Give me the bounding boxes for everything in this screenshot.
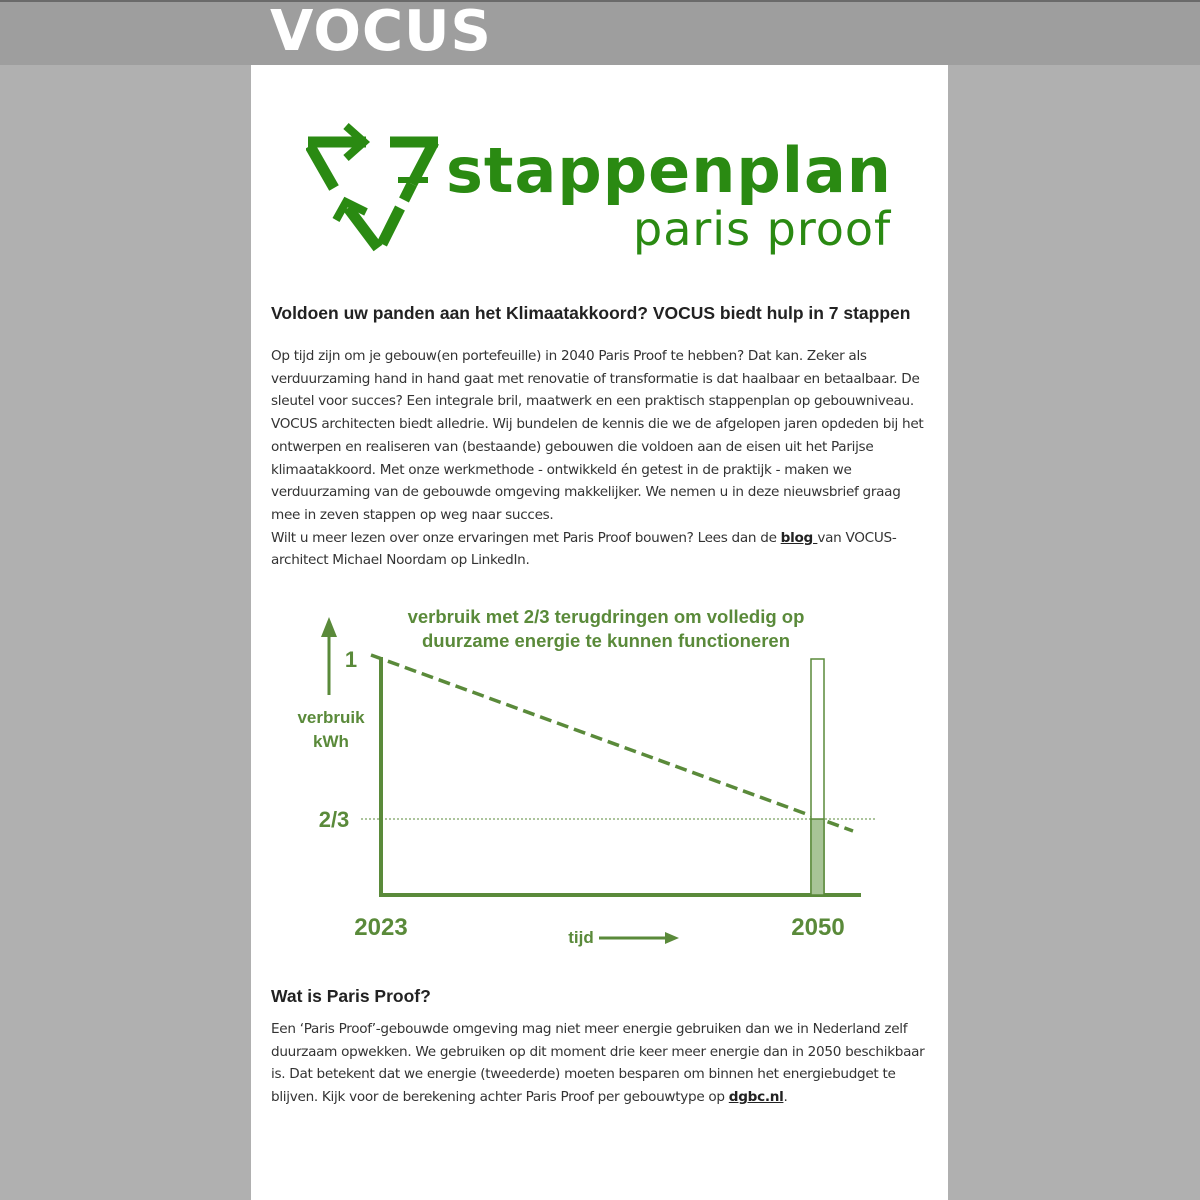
- section2-paragraph: [271, 1018, 931, 1109]
- y-axis-arrowhead: [321, 617, 337, 637]
- y-label-verbruik: verbruik: [297, 708, 365, 727]
- x-label-2050: 2050: [791, 914, 845, 941]
- graph-title-line1: verbruik met 2/3 terugdringen om volledig op: [407, 606, 805, 627]
- top-bar: [0, 0, 1200, 65]
- blog-text-before: Wilt u meer lezen over onze ervaringen met Paris Proof bouwen? Lees dan de: [271, 529, 781, 546]
- time-arrowhead: [665, 932, 679, 944]
- section2-end: .: [783, 1089, 788, 1106]
- trend-line: [371, 655, 853, 831]
- y-label-kwh: kWh: [313, 732, 349, 751]
- stappenplan-logo: [306, 120, 896, 260]
- graph-title-line2: duurzame energie te kunnen functioneren: [421, 630, 791, 651]
- brand-logo[interactable]: VOCUS: [270, 0, 492, 64]
- section2-text: Een ‘Paris Proof’-gebouwde omgeving mag niet meer energie gebruiken dan we in Nederland zelf duurzaam opwekken. We gebruiken op dit moment drie keer meer energie dan in 2050 beschikbaar is. Dat betekent dat we energie (tweederde) moeten besparen om binnen het energiebudget te blijven. Kijk voor de berekening achter Paris Proof per gebouwtype op: [271, 1021, 925, 1106]
- paris-proof-graph: [281, 595, 901, 955]
- logo-word-stappenplan: stappenplan: [446, 134, 892, 207]
- article-heading: Voldoen uw panden aan het Klimaatakkoord? VOCUS biedt hulp in 7 stappen: [271, 303, 911, 323]
- section2-heading: Wat is Paris Proof?: [271, 986, 431, 1006]
- bar-2050-fill: [811, 819, 824, 895]
- blog-link[interactable]: blog: [780, 529, 818, 546]
- newsletter-content: [251, 65, 948, 1200]
- blog-text-after: van VOCUS-architect Michael Noordam op LinkedIn.: [271, 529, 897, 569]
- x-label-2023: 2023: [354, 914, 408, 941]
- intro-text: Op tijd zijn om je gebouw(en portefeuille) in 2040 Paris Proof te hebben? Dat kan. Zeker als verduurzaming hand in hand gaat met renovatie of transformatie is dat haalbaar en betaalbaar. De sleutel voor succes? Een integrale bril, maatwerk en een praktisch stappenplan op gebouwniveau. VOCUS architecten biedt alledrie. Wij bundelen de kennis die we de afgelopen jaren opdeden bij het ontwerpen en realiseren van (bestaande) gebouwen die voldoen aan de eisen uit het Parijse klimaatakkoord. Met onze werkmethode - ontwikkeld én getest in de praktijk - maken we verduurzaming van de gebouwde omgeving makkelijker. We nemen u in deze nieuwsbrief graag mee in zeven stappen op weg naar succes.: [271, 348, 924, 523]
- intro-paragraph: [271, 345, 931, 572]
- x-label-tijd: tijd: [568, 928, 594, 947]
- recycle-triangle-icon: [306, 120, 446, 260]
- dgbc-link[interactable]: dgbc.nl: [728, 1089, 784, 1106]
- logo-word-paris-proof: paris proof: [633, 202, 892, 256]
- y-tick-1: 1: [344, 647, 358, 672]
- y-tick-2-3: 2/3: [318, 807, 350, 832]
